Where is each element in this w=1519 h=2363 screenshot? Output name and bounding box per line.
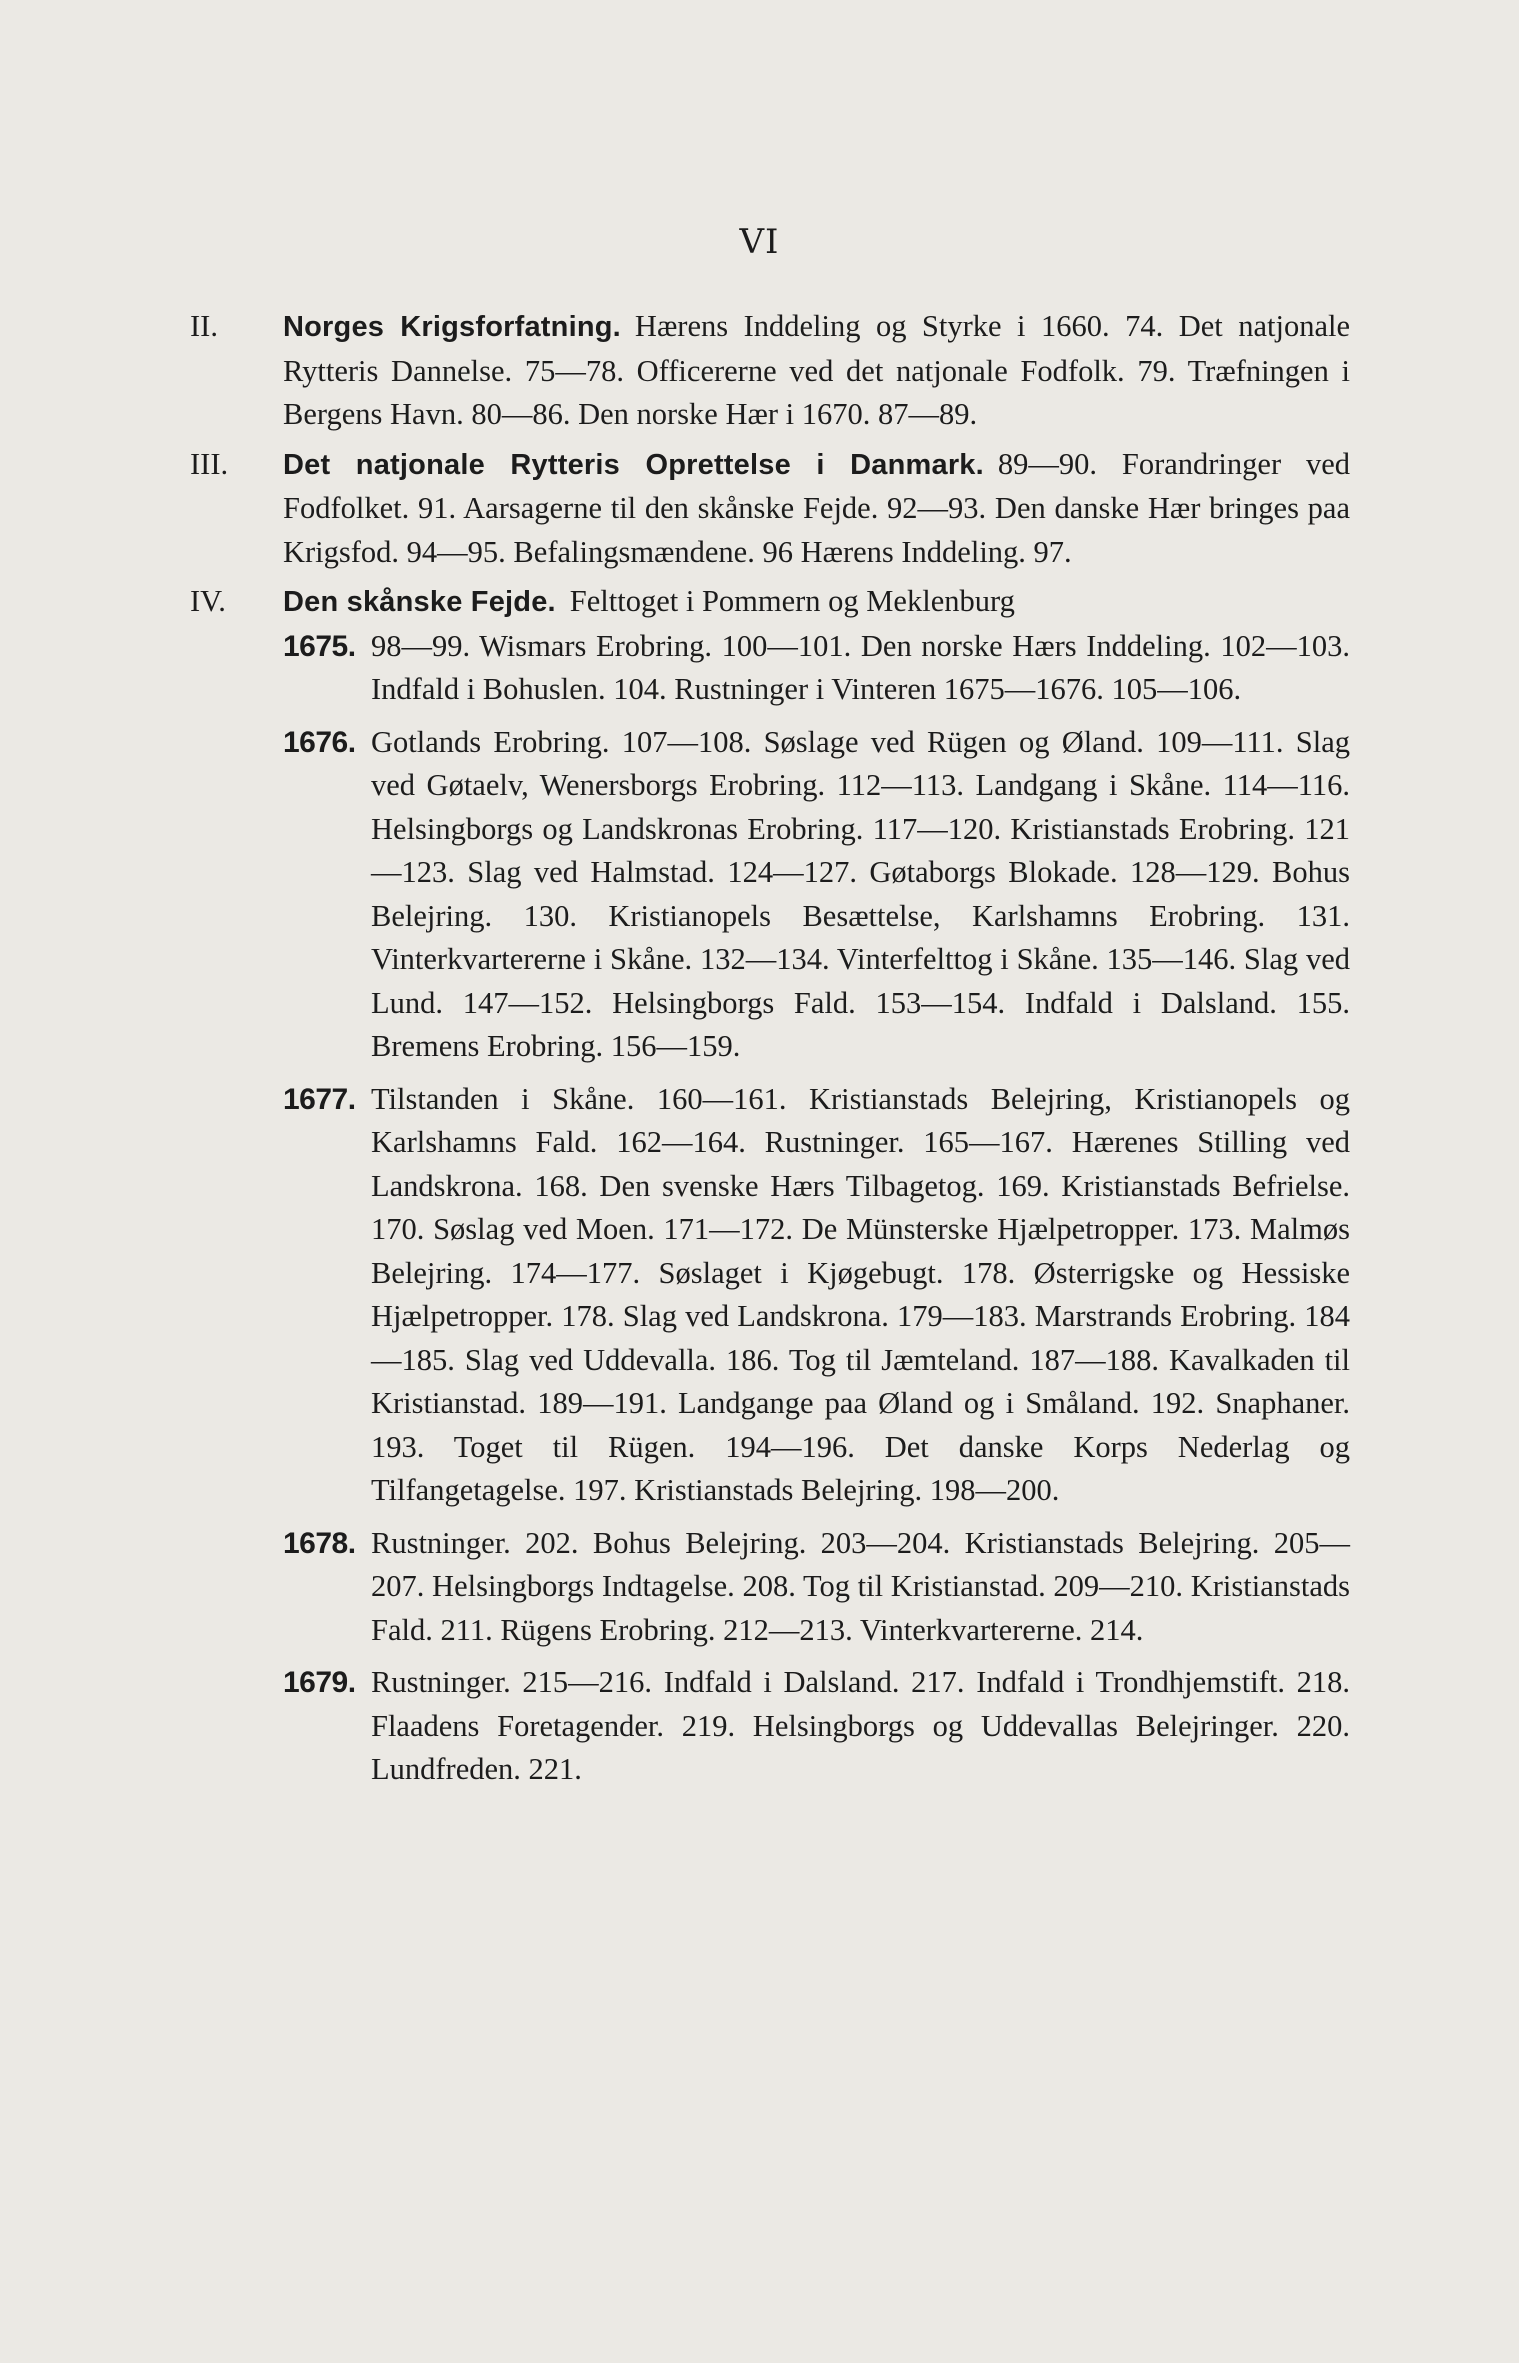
year-text: Gotlands Erobring. 107—108. Søslage ved Rügen og Øland. 109—111. Slag ved Gøtaelv, Wenersborgs Erobring. 112—113. Landgang i Skåne. 114—116. Helsingborgs og Landskronas Erobring. 117—120. Kristianstads Erobring. 121—123. Slag ved Halmstad. 124—127. Gøtaborgs Blokade. 128—129. Bohus Belejring. 130. Kristianopels Besættelse, Karlshamns Erobring. 131. Vinterkvartererne i Skåne. 132—134. Vinterfelttog i Skåne. 135—146. Slag ved Lund. 147—152. Helsingborgs Fald. 153—154. Indfald i Dalsland. 155. Bremens Erobring. 156—159. bbox=[371, 724, 1350, 1063]
table-of-contents bbox=[190, 305, 1350, 1792]
year-text: Tilstanden i Skåne. 160—161. Kristianstads Belejring, Kristianopels og Karlshamns Fald. 162—164. Rustninger. 165—167. Hærenes Stilling ved Landskrona. 168. Den svenske Hærs Tilbagetog. 169. Kristianstads Befrielse. 170. Søslag ved Moen. 171—172. De Münsterske Hjælpetropper. 173. Malmøs Belejring. 174—177. Søslaget i Kjøgebugt. 178. Østerrigske og Hessiske Hjælpetropper. 178. Slag ved Landskrona. 179—183. Marstrands Erobring. 184—185. Slag ved Uddevalla. 186. Tog til Jæmteland. 187—188. Kavalkaden til Kristianstad. 189—191. Landgange paa Øland og i Småland. 192. Snaphaner. 193. Toget til Rügen. 194—196. Det danske Korps Nederlag og Tilfangetagelse. 197. Kristianstads Belejring. 198—200. bbox=[371, 1081, 1350, 1507]
section-numeral: II. bbox=[190, 309, 218, 343]
year-text: Rustninger. 215—216. Indfald i Dalsland. 217. Indfald i Trondhjemstift. 218. Flaadens Foretagender. 219. Helsingborgs og Uddevallas Belejringer. 220. Lundfreden. 221. bbox=[371, 1665, 1350, 1786]
toc-year-1676 bbox=[190, 721, 1350, 1069]
year-text: Rustninger. 202. Bohus Belejring. 203—204. Kristianstads Belejring. 205—207. Helsingborgs Indtagelse. 208. Tog til Kristianstad. 209—210. Kristianstads Fald. 211. Rügens Erobring. 212—213. Vinterkvartererne. 214. bbox=[371, 1525, 1350, 1647]
section-numeral: III. bbox=[190, 446, 229, 481]
section-text: 89—90. Forandringer ved Fodfolket. 91. Aarsagerne til den skånske Fejde. 92—93. Den danske Hær bringes paa Krigsfod. 94—95. Befalingsmændene. 96 Hærens Inddeling. 97. bbox=[283, 446, 1350, 569]
year-label: 1676. bbox=[283, 725, 356, 759]
section-text: Felttoget i Pommern og Meklenburg bbox=[569, 584, 1015, 618]
toc-year-1677 bbox=[190, 1078, 1350, 1513]
year-label: 1678. bbox=[283, 1526, 356, 1560]
year-label: 1679. bbox=[283, 1666, 356, 1699]
year-label: 1675. bbox=[283, 629, 356, 663]
toc-section-iv bbox=[190, 580, 1350, 625]
section-text: Hærens Inddeling og Styrke i 1660. 74. Det natjonale Rytteris Dannelse. 75—78. Officererne ved det natjonale Fodfolk. 79. Træfningen i Bergens Havn. 80—86. Den norske Hær i 1670. 87—89. bbox=[283, 309, 1350, 431]
toc-year-1678 bbox=[190, 1522, 1350, 1653]
year-label: 1677. bbox=[283, 1082, 356, 1116]
section-heading: Det natjonale Rytteris Oprettelse i Danmark. bbox=[283, 448, 984, 481]
toc-year-1679 bbox=[190, 1661, 1350, 1792]
section-entry bbox=[283, 305, 1350, 437]
section-heading: Den skånske Fejde. bbox=[283, 586, 556, 618]
section-heading: Norges Krigsforfatning. bbox=[283, 311, 621, 343]
toc-section-ii bbox=[190, 305, 1350, 437]
toc-year-1675 bbox=[190, 625, 1350, 712]
toc-section-iii bbox=[190, 443, 1350, 575]
section-entry bbox=[283, 443, 1350, 575]
year-text: 98—99. Wismars Erobring. 100—101. Den norske Hærs Inddeling. 102—103. Indfald i Bohuslen. 104. Rustninger i Vinteren 1675—1676. 105—106. bbox=[371, 628, 1350, 706]
section-entry bbox=[283, 580, 1350, 625]
page-number: VI bbox=[739, 222, 780, 262]
section-numeral: IV. bbox=[190, 584, 226, 618]
